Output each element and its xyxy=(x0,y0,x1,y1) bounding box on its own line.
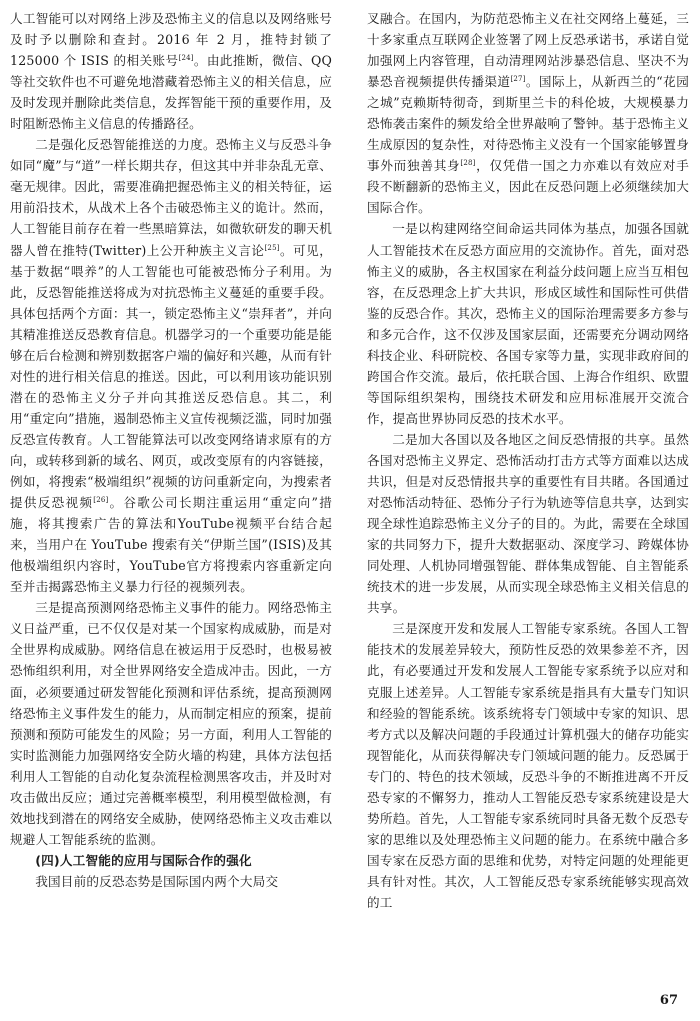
citation-24: [24] xyxy=(178,54,194,63)
citation-27: [27] xyxy=(510,75,526,84)
citation-28: [28] xyxy=(460,159,476,168)
paragraph-prediction: 三是提高预测网络恐怖主义事件的能力。网络恐怖主义日益严重，已不仅仅是对某一个国家构成威胁，而是对全世界构成威胁。网络信息在被运用于反恐时，也极易被恐怖组织利用，对全世界网络安全造成冲击。因此，一方面，必须要通过研发智能化预测和评估系统，提高预测网络恐怖主义事件发生的能力，从而制定相应的预案，提前预测和预防可能发生的风险；另一方面，利用人工智能的实时监测能力加强网络安全防火墙的构建，具体方法包括利用人工智能的自动化复杂流程检测黑客攻击，并及时对攻击做出反应；通过完善概率模型，利用模型做检测，有效地找到潜在的网络安全威胁，使网络恐怖主义攻击难以规避人工智能系统的监测。 xyxy=(10,600,332,847)
right-column xyxy=(367,8,689,913)
section-heading: (四)人工智能的应用与国际合作的强化 xyxy=(35,852,252,868)
paragraph-continuation: 人工智能可以对网络上涉及恐怖主义的信息以及网络账号及时予以删除和查封。2016 年 2 月，推特封锁了 125000 个 ISIS 的相关账号[24]。由此推断，微信、QQ 等社交软件也不可避免地潜藏着恐怖主义的相关信息，应及时发现并删除此类信息，发挥智能干预的重要作用，及时阻断恐怖主义信息的传播路径。 xyxy=(10,11,333,132)
paragraph-intel-sharing: 二是加大各国以及各地区之间反恐情报的共享。虽然各国对恐怖主义界定、恐怖活动打击方式等方面难以达成共识，但是对反恐情报共享的重要性有目共睹。各国通过对恐怖活动特征、恐怖分子行为轨迹等信息共享，达到实现全球性追踪恐怖主义分子的目的。为此，需要在全球国家的共同努力下，提升大数据驱动、深度学习、跨媒体协同处理、人机协同增强智能、群体集成智能、自主智能系统技术的进一步发展，从而实现全球恐怖主义相关信息的共享。 xyxy=(367,431,689,616)
citation-26: [26] xyxy=(93,496,109,505)
left-column xyxy=(10,8,332,892)
paragraph-continuation: 叉融合。在国内，为防范恐怖主义在社交网络上蔓延，三十多家重点互联网企业签署了网上反恐承诺书，承诺自觉加强网上内容管理，自动清理网站涉暴恐信息、坚决不为暴恐音视频提供传播渠道[27]。国际上，从新西兰的“花园之城”克赖斯特彻奇，到斯里兰卡的科伦坡，大规模暴力恐怖袭击案件的频发给全世界敲响了警钟。基于恐怖主义生成原因的复杂性，对待恐怖主义没有一个国家能够置身事外而独善其身[28]，仅凭借一国之力亦难以有效应对手段不断翻新的恐怖主义，因此在反恐问题上必须继续加大国际合作。 xyxy=(367,11,690,216)
paragraph-smart-push: 二是强化反恐智能推送的力度。恐怖主义与反恐斗争如同“魔”与“道”一样长期共存，但这其中并非杂乱无章、毫无规律。因此，需要准确把握恐怖主义的相关特征，运用前沿技术，从战术上各个击破恐怖主义的诡计。然而，人工智能目前存在着一些黑暗算法，如微软研发的聊天机器人曾在推特(Twitter)上公开种族主义言论[25]。可见，基于数据“喂养”的人工智能也可能被恐怖分子利用。为此，反恐智能推送将成为对抗恐怖主义蔓延的重要手段。具体包括两个方面：其一，锁定恐怖主义“崇拜者”，并向其精准推送反恐教育信息。机器学习的一个重要功能是能够在后台检测和辨别数据客户端的偏好和兴趣，从而有针对性的进行相关信息的推送。因此，可以利用该功能识别潜在的恐怖主义分子并向其推送反恐信息。其二，利用“重定向”措施，遏制恐怖主义宣传视频泛滥，同时加强反恐宣传教育。人工智能算法可以改变网络请求原有的方向，或转移到新的域名、网页，或改变原有的内容链接，例如，将搜索“极端组织”视频的访问重新定向，为搜索者提供反恐视频[26]。谷歌公司长期注重运用“重定向”措施，将其搜索广告的算法和YouTube视频平台结合起来，当用户在 YouTube 搜索有关“伊斯兰国”(ISIS)及其他极端组织内容时，YouTube官方将搜索内容重新定向至并击揭露恐怖主义暴力行径的视频列表。 xyxy=(10,137,333,595)
page-number: 67 xyxy=(659,993,678,1008)
citation-25: [25] xyxy=(264,243,280,252)
paragraph-situation: 我国目前的反恐态势是国际国内两个大局交 xyxy=(35,873,279,889)
paragraph-expert-system: 三是深度开发和发展人工智能专家系统。各国人工智能技术的发展差异较大，预防性反恐的效果参差不齐，因此，有必要通过开发和发展人工智能专家系统予以应对和克服上述差异。人工智能专家系统是指具有大量专门知识和经验的智能系统。该系统将专门领域中专家的知识、思考方式以及解决问题的手段通过计算机强大的储存功能实现智能化，从而获得解决专门领域问题的能力。反恐属于专门的、特色的技术领域，反恐斗争的不断推进离不开反恐专家的不懈努力，推动人工智能反恐专家系统建设是大势所趋。首先，人工智能专家系统同时具备无数个反恐专家的思维以及处理恐怖主义问题的能力。在系统中融合多国专家在反恐方面的思维和优势，对特定问题的处理能更具有针对性。其次，人工智能反恐专家系统能够实现高效的工 xyxy=(367,621,689,910)
paragraph-community: 一是以构建网络空间命运共同体为基点，加强各国就人工智能技术在反恐方面应用的交流协作。首先，面对恐怖主义的威胁，各主权国家在利益分歧问题上应当互相包容，在反恐理念上扩大共识，形成区域性和国际性可供借鉴的反恐合作。其次，恐怖主义的国际治理需要多方参与和多元合作，这不仅涉及国家层面，还需要充分调动网络科技企业、科研院校、各国专家等力量，实现非政府间的跨国合作交流。最后，依托联合国、上海合作组织、欧盟等国际组织架构，围绕技术研发和应用标准展开交流合作，提高世界协同反恐的技术水平。 xyxy=(367,221,689,426)
